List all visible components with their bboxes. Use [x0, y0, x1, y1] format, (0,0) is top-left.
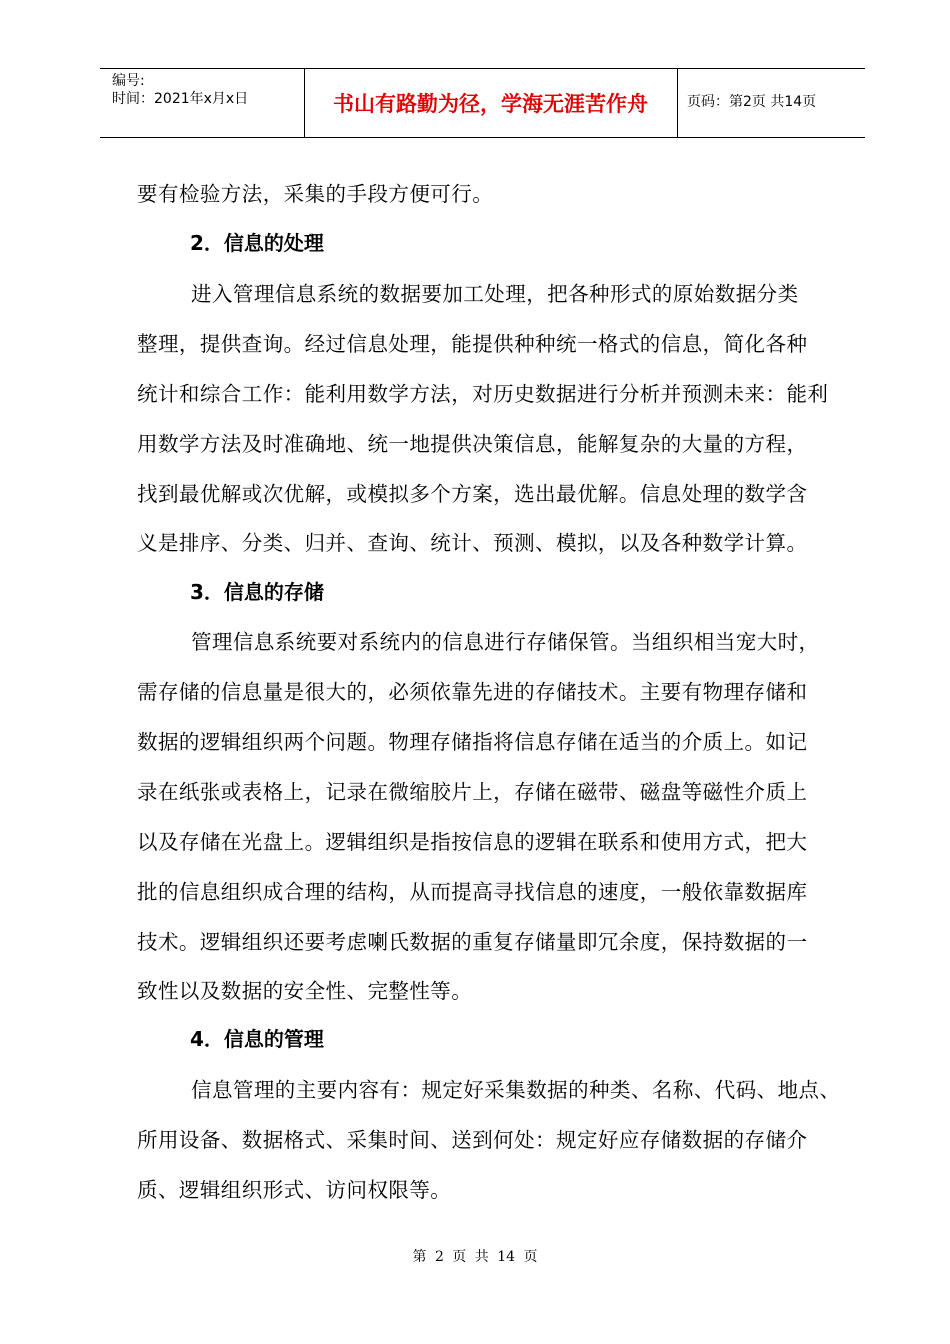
paragraph-line: 录在纸张或表格上，记录在微缩胶片上，存储在磁带、磁盘等磁性介质上 — [137, 780, 808, 804]
motto: 书山有路勤为径，学海无涯苦作舟 — [333, 92, 648, 116]
paragraph-line: 用数学方法及时准确地、统一地提供决策信息，能解复杂的大量的方程， — [137, 432, 808, 456]
paragraph-line: 致性以及数据的安全性、完整性等。 — [137, 979, 473, 1003]
paragraph-line: 质、逻辑组织形式、访问权限等。 — [137, 1178, 452, 1202]
paragraph-line: 需存储的信息量是很大的，必须依靠先进的存储技术。主要有物理存储和 — [137, 680, 808, 704]
header-meta-cell — [100, 69, 305, 137]
header-page-info: 页码：第2页 共14页 — [687, 94, 817, 110]
paragraph-line: 整理，提供查询。经过信息处理，能提供种种统一格式的信息，简化各种 — [137, 332, 808, 356]
paragraph-line: 批的信息组织成合理的结构，从而提高寻找信息的速度，一般依靠数据库 — [137, 880, 808, 904]
number-label: 编号: — [112, 73, 145, 89]
paragraph-line: 义是排序、分类、归并、查询、统计、预测、模拟，以及各种数学计算。 — [137, 531, 808, 555]
section-heading-2: 2．信息的处理 — [190, 231, 324, 255]
paragraph-line: 数据的逻辑组织两个问题。物理存储指将信息存储在适当的介质上。如记 — [137, 730, 808, 754]
header-motto-cell — [304, 69, 678, 137]
paragraph-line: 统计和综合工作：能利用数学方法，对历史数据进行分析并预测未来：能利 — [137, 382, 829, 406]
paragraph-line: 进入管理信息系统的数据要加工处理，把各种形式的原始数据分类 — [191, 282, 799, 306]
paragraph-line: 技术。逻辑组织还要考虑喇氏数据的重复存储量即冗余度，保持数据的一 — [137, 930, 808, 954]
paragraph-line: 以及存储在光盘上。逻辑组织是指按信息的逻辑在联系和使用方式，把大 — [137, 830, 808, 854]
paragraph-line: 信息管理的主要内容有：规定好采集数据的种类、名称、代码、地点、 — [191, 1078, 841, 1102]
paragraph-line: 管理信息系统要对系统内的信息进行存储保管。当组织相当宠大时， — [191, 630, 820, 654]
section-heading-4: 4．信息的管理 — [190, 1027, 324, 1051]
page-header — [100, 68, 865, 138]
time-label: 时间：2021年x月x日 — [112, 91, 249, 107]
paragraph-line: 所用设备、数据格式、采集时间、送到何处：规定好应存储数据的存储介 — [137, 1128, 808, 1152]
paragraph-line: 找到最优解或次优解，或模拟多个方案，选出最优解。信息处理的数学含 — [137, 482, 808, 506]
paragraph-line: 要有检验方法，采集的手段方便可行。 — [137, 182, 494, 206]
header-page-cell — [677, 69, 865, 137]
section-heading-3: 3．信息的存储 — [190, 580, 324, 604]
page-footer: 第 2 页 共 14 页 — [412, 1249, 538, 1265]
